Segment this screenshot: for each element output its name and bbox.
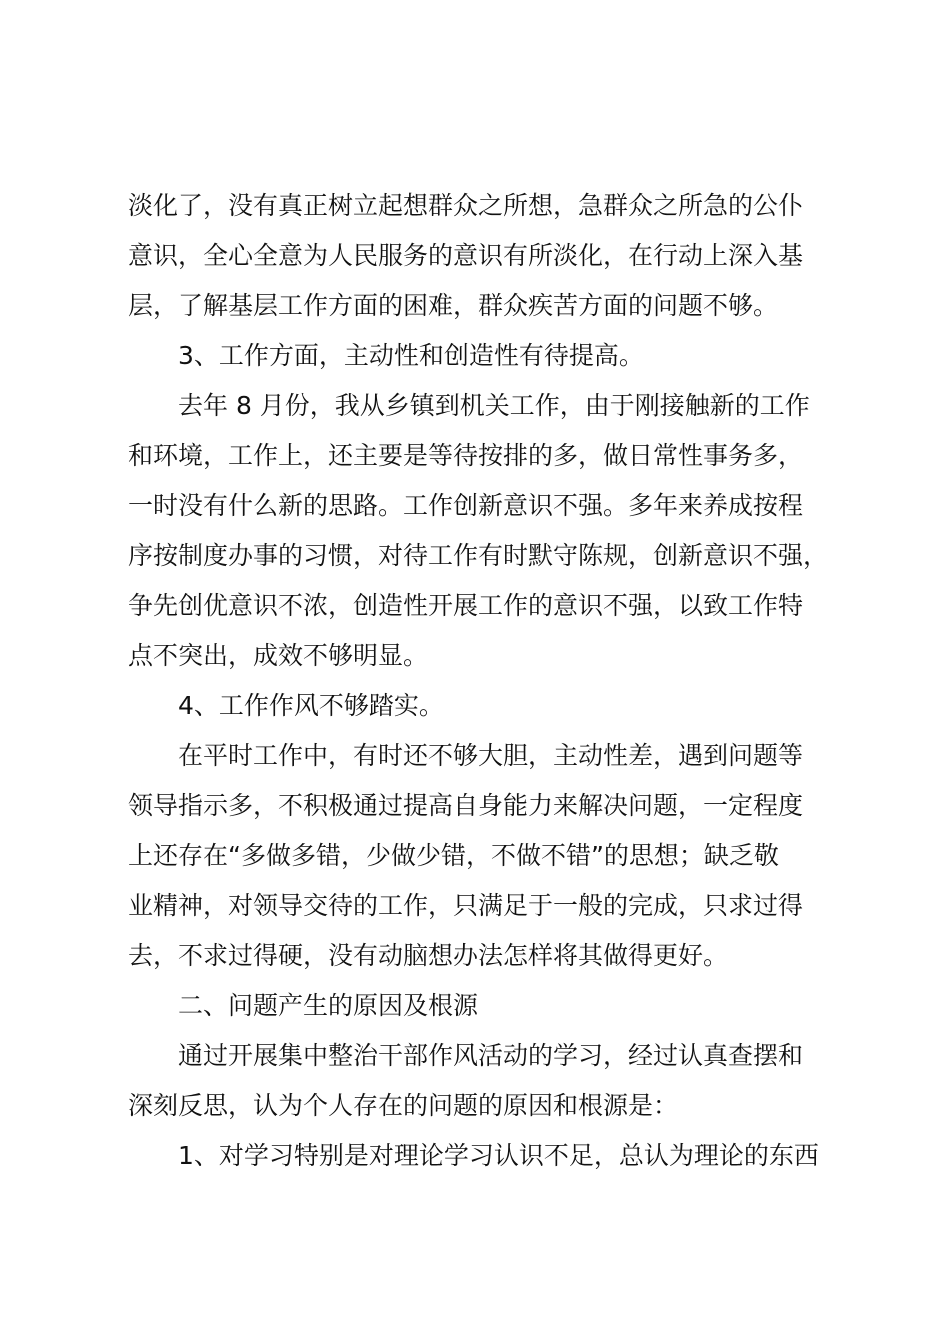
document-body [128, 181, 848, 1181]
text-line: 争先创优意识不浓，创造性开展工作的意识不强，以致工作特 [128, 591, 804, 620]
section-heading: 二、问题产生的原因及根源 [178, 991, 479, 1020]
text-line: 序按制度办事的习惯，对待工作有时默守陈规，创新意识不强， [128, 541, 829, 570]
text-line: 一时没有什么新的思路。工作创新意识不强。多年来养成按程 [128, 491, 804, 520]
section-heading: 3、工作方面，主动性和创造性有待提高。 [178, 341, 644, 370]
text-line: 领导指示多，不积极通过提高自身能力来解决问题，一定程度 [128, 791, 804, 820]
text-line: 层，了解基层工作方面的困难，群众疾苦方面的问题不够。 [128, 291, 779, 320]
text-line: 通过开展集中整治干部作风活动的学习，经过认真查摆和 [178, 1041, 804, 1070]
text-line: 在平时工作中，有时还不够大胆，主动性差，遇到问题等 [178, 741, 804, 770]
text-line: 点不突出，成效不够明显。 [128, 641, 429, 670]
text-line: 和环境，工作上，还主要是等待按排的多，做日常性事务多， [128, 441, 804, 470]
text-line: 去，不求过得硬，没有动脑想办法怎样将其做得更好。 [128, 941, 729, 970]
text-line: 上还存在“多做多错，少做少错，不做不错”的思想；缺乏敬 [128, 841, 779, 870]
text-line: 业精神，对领导交待的工作，只满足于一般的完成，只求过得 [128, 891, 804, 920]
text-line: 淡化了，没有真正树立起想群众之所想，急群众之所急的公仆 [128, 191, 804, 220]
text-line: 意识，全心全意为人民服务的意识有所淡化，在行动上深入基 [128, 241, 804, 270]
text-line: 深刻反思，认为个人存在的问题的原因和根源是： [128, 1091, 679, 1120]
text-line: 1、对学习特别是对理论学习认识不足，总认为理论的东西 [178, 1141, 819, 1170]
section-heading: 4、工作作风不够踏实。 [178, 691, 444, 720]
text-line: 去年 8 月份，我从乡镇到机关工作，由于刚接触新的工作 [178, 391, 810, 420]
